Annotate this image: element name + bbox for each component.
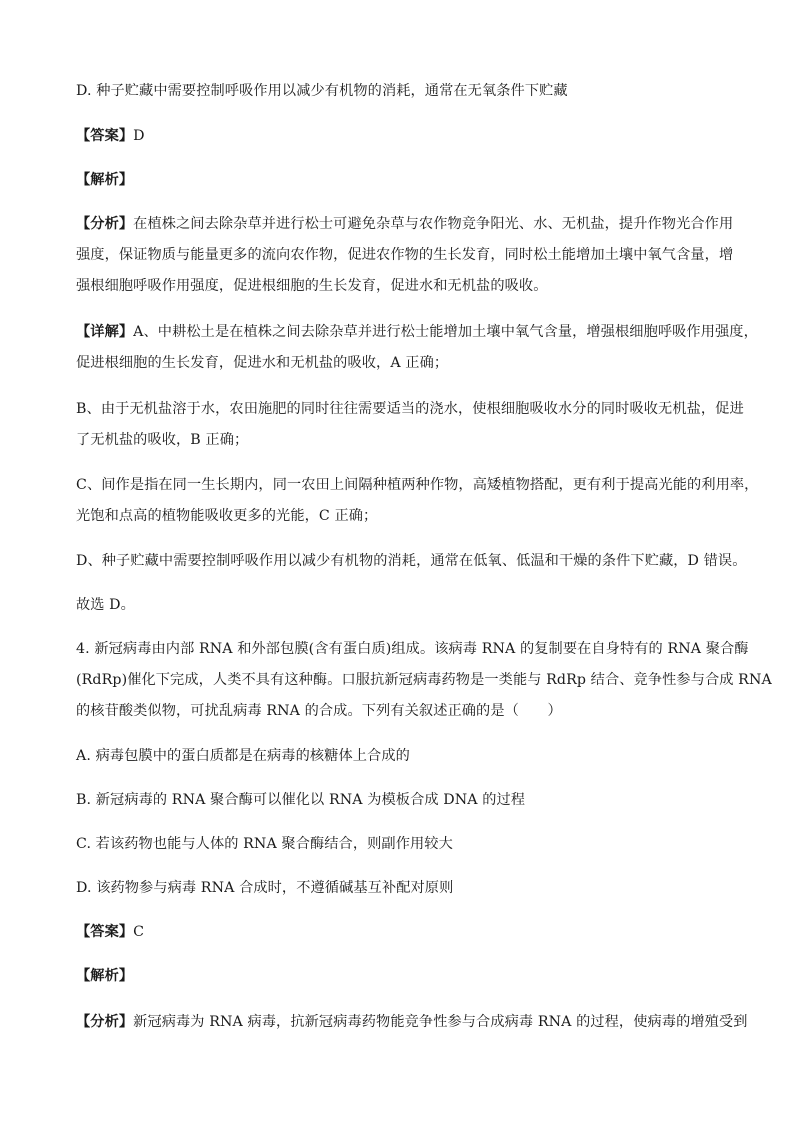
- q4-option-a: A. 病毒包膜中的蛋白质都是在病毒的核糖体上合成的: [76, 748, 410, 764]
- q3-analysis-heading: 【解析】: [76, 172, 134, 188]
- q4-option-d: D. 该药物参与病毒 RNA 合成时，不遵循碱基互补配对原则: [76, 880, 454, 896]
- answer-tag: 【答案】: [76, 128, 134, 144]
- q3-explain-b: B、由于无机盐溶于水，农田施肥的同时往往需要适当的浇水，使根细胞吸收水分的同时吸收无机盐，促进 了无机盐的吸收，B 正确；: [76, 401, 744, 448]
- fenxi-tag: 【分析】: [76, 216, 134, 232]
- q3-explain-c: C、间作是指在同一生长期内，同一农田上间隔种植两种作物，高矮植物搭配，更有利于提高光能的利用率， 光饱和点高的植物能吸收更多的光能，C 正确；: [76, 477, 759, 524]
- answer-tag: 【答案】: [76, 924, 134, 940]
- q3-explain-d: D、种子贮藏中需要控制呼吸作用以减少有机物的消耗，通常在低氧、低温和干燥的条件下贮藏，D 错误。: [76, 553, 747, 569]
- q3-fenxi: 【分析】在植株之间去除杂草并进行松士可避免杂草与农作物竞争阳光、水、无机盐，提升作物光合作用 强度，保证物质与能量更多的流向农作物，促进农作物的生长发育，同时松土能增加土壤中氧气含量，增 强根细胞呼吸作用强度，促进根细胞的生长发育，促进水和无机盐的吸收。: [76, 216, 734, 294]
- q4-option-b: B. 新冠病毒的 RNA 聚合酶可以催化以 RNA 为模板合成 DNA 的过程: [76, 792, 526, 808]
- q4-stem: 4. 新冠病毒由内部 RNA 和外部包膜(含有蛋白质)组成。该病毒 RNA 的复制要在自身特有的 RNA 聚合酶 (RdRp)催化下完成，人类不具有这种酶。口服抗新冠病毒药物是一类能与 RdRp 结合、竞争性参与合成 RNA 的核苷酸类似物，可扰乱病毒 RNA 的合成。下列有关叙述正确的是（ ）: [76, 641, 772, 719]
- q3-choose: 故选 D。: [76, 597, 135, 613]
- q4-analysis-heading: 【解析】: [76, 968, 134, 984]
- q4-fenxi: 【分析】新冠病毒为 RNA 病毒，抗新冠病毒药物能竞争性参与合成病毒 RNA 的过程，使病毒的增殖受到: [76, 1014, 748, 1030]
- fenxi-tag: 【分析】: [76, 1014, 134, 1030]
- answer-value: C: [133, 924, 145, 940]
- answer-value: D: [133, 128, 145, 144]
- q3-option-d: D. 种子贮藏中需要控制呼吸作用以减少有机物的消耗，通常在无氧条件下贮藏: [76, 83, 568, 99]
- q3-xiangjie: 【详解】A、中耕松土是在植株之间去除杂草并进行松士能增加土壤中氧气含量，增强根细胞呼吸作用强度， 促进根细胞的生长发育，促进水和无机盐的吸收，A 正确；: [76, 324, 758, 371]
- q3-answer: [76, 121, 726, 152]
- q4-option-c: C. 若该药物也能与人体的 RNA 聚合酶结合，则副作用较大: [76, 836, 453, 852]
- q4-answer: [76, 917, 726, 948]
- xiangjie-tag: 【详解】: [76, 324, 134, 340]
